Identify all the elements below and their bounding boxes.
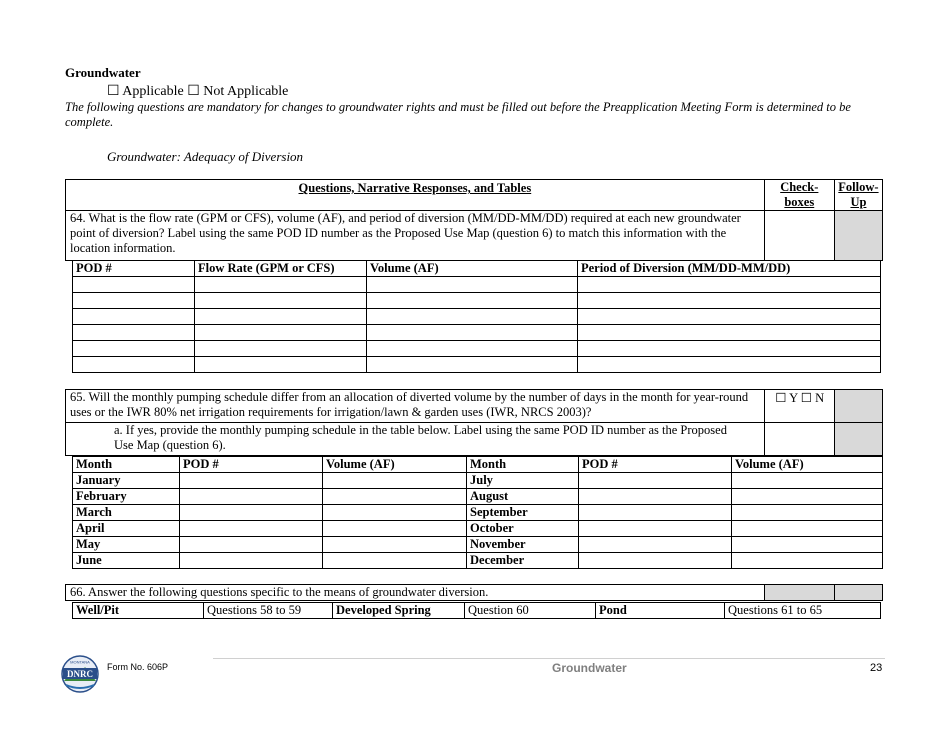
footer-divider [213,658,885,659]
footer-title: Groundwater [552,661,627,675]
month-label: November [467,537,579,553]
diversion-means-table [72,602,881,619]
q66-follow-up-cell [835,585,883,601]
pod-cell[interactable] [73,341,195,357]
volume-cell[interactable] [367,277,578,293]
flow-cell[interactable] [195,325,367,341]
table-row [73,357,881,373]
month-label: August [467,489,579,505]
q65a-follow-up-cell [835,423,883,456]
q65-follow-up-cell [835,390,883,423]
pod-cell[interactable] [180,473,323,489]
developed-spring-label: Developed Spring [333,603,465,619]
q64-follow-up-cell [834,211,882,261]
logo-top-text: MONTANA [70,659,90,665]
volume-cell[interactable] [732,537,883,553]
table-row [73,489,883,505]
flow-cell[interactable] [195,309,367,325]
q65a-checkbox-cell [765,423,835,456]
volume-cell[interactable] [323,489,467,505]
pond-questions: Questions 61 to 65 [725,603,881,619]
table-row [73,521,883,537]
volume-header: Volume (AF) [367,261,578,277]
table-row [73,553,883,569]
pod-cell[interactable] [73,325,195,341]
pod-cell[interactable] [579,553,732,569]
main-question-table [65,179,883,261]
month-label: January [73,473,180,489]
month-header: Month [73,457,180,473]
table-row [73,277,881,293]
volume-cell[interactable] [323,473,467,489]
period-cell[interactable] [578,277,881,293]
volume-cell[interactable] [367,357,578,373]
form-number: Form No. 606P [107,662,169,672]
pod-cell[interactable] [73,277,195,293]
question-65: 65. Will the monthly pumping schedule differ from an allocation of diverted volume by the number of days in the month for year-round uses or the IWR 80% net irrigation requirements for irrigation/lawn & garden uses (IWR, NRCS 2003)? [66,390,765,423]
month-label: July [467,473,579,489]
question-66: 66. Answer the following questions specific to the means of groundwater diversion. [66,585,765,601]
flow-rate-header: Flow Rate (GPM or CFS) [195,261,367,277]
table-row [73,505,883,521]
volume-cell[interactable] [732,553,883,569]
pod-cell[interactable] [579,521,732,537]
table-row [73,473,883,489]
q64-checkbox-cell [764,211,834,261]
pod-cell[interactable] [579,473,732,489]
dnrc-logo [60,655,100,693]
header-checkboxes: Check-boxes [764,180,834,211]
applicable-options[interactable]: ☐ Applicable ☐ Not Applicable [107,84,289,99]
month-label: May [73,537,180,553]
month-label: March [73,505,180,521]
well-pit-label: Well/Pit [73,603,204,619]
pod-header: POD # [73,261,195,277]
pod-cell[interactable] [180,537,323,553]
table-row [73,537,883,553]
header-follow-up: Follow-Up [834,180,882,211]
flow-cell[interactable] [195,341,367,357]
pod-cell[interactable] [73,309,195,325]
table-row [73,325,881,341]
volume-cell[interactable] [323,537,467,553]
section-heading: Groundwater [65,65,141,80]
volume-cell[interactable] [367,309,578,325]
subsection-heading: Groundwater: Adequacy of Diversion [107,149,304,164]
month-label: December [467,553,579,569]
pod-cell[interactable] [180,521,323,537]
well-pit-questions: Questions 58 to 59 [204,603,333,619]
flow-cell[interactable] [195,293,367,309]
pod-cell[interactable] [73,357,195,373]
volume-cell[interactable] [367,293,578,309]
month-label: February [73,489,180,505]
pod-cell[interactable] [73,293,195,309]
pod-cell[interactable] [180,489,323,505]
period-cell[interactable] [578,293,881,309]
pond-label: Pond [596,603,725,619]
pod-cell[interactable] [579,537,732,553]
month-label: April [73,521,180,537]
q66-table [65,584,883,601]
question-65a: a. If yes, provide the monthly pumping schedule in the table below. Label using the same POD ID number as the Proposed Use Map (question 6). [66,423,765,456]
pod-cell[interactable] [579,489,732,505]
volume-cell[interactable] [323,521,467,537]
volume-cell[interactable] [367,325,578,341]
question-64: 64. What is the flow rate (GPM or CFS), volume (AF), and period of diversion (MM/DD-MM/DD) required at each new groundwater point of diversion? Label using the same POD ID number as the Proposed Use Map (question 6) to match this information with the location information. [66,211,765,261]
month-label: October [467,521,579,537]
volume-cell[interactable] [323,505,467,521]
table-row [73,341,881,357]
flow-cell[interactable] [195,357,367,373]
pod-cell[interactable] [180,553,323,569]
header-questions: Questions, Narrative Responses, and Tables [66,180,765,211]
volume-cell[interactable] [732,505,883,521]
q65-yn-checkbox[interactable]: ☐ Y ☐ N [765,390,835,423]
volume-cell[interactable] [732,473,883,489]
period-cell[interactable] [578,341,881,357]
flow-cell[interactable] [195,277,367,293]
developed-spring-questions: Question 60 [465,603,596,619]
pod-header: POD # [180,457,323,473]
intro-text: The following questions are mandatory for changes to groundwater rights and must be filled out before the Preapplication Meeting Form is determined to be complete. [65,100,851,129]
pod-cell[interactable] [180,505,323,521]
volume-header: Volume (AF) [323,457,467,473]
period-cell[interactable] [578,325,881,341]
volume-cell[interactable] [732,489,883,505]
q65-table [65,389,883,456]
table-row [73,293,881,309]
volume-cell[interactable] [367,341,578,357]
month-label: June [73,553,180,569]
monthly-schedule-table [72,456,883,569]
q66-checkbox-cell [765,585,835,601]
month-header: Month [467,457,579,473]
month-label: September [467,505,579,521]
pod-header: POD # [579,457,732,473]
table-row [73,309,881,325]
page-number: 23 [870,662,883,674]
period-header: Period of Diversion (MM/DD-MM/DD) [578,261,881,277]
pod-table [72,260,881,373]
logo-text: DNRC [67,669,93,679]
pod-cell[interactable] [579,505,732,521]
period-cell[interactable] [578,357,881,373]
volume-cell[interactable] [732,521,883,537]
period-cell[interactable] [578,309,881,325]
volume-cell[interactable] [323,553,467,569]
volume-header: Volume (AF) [732,457,883,473]
